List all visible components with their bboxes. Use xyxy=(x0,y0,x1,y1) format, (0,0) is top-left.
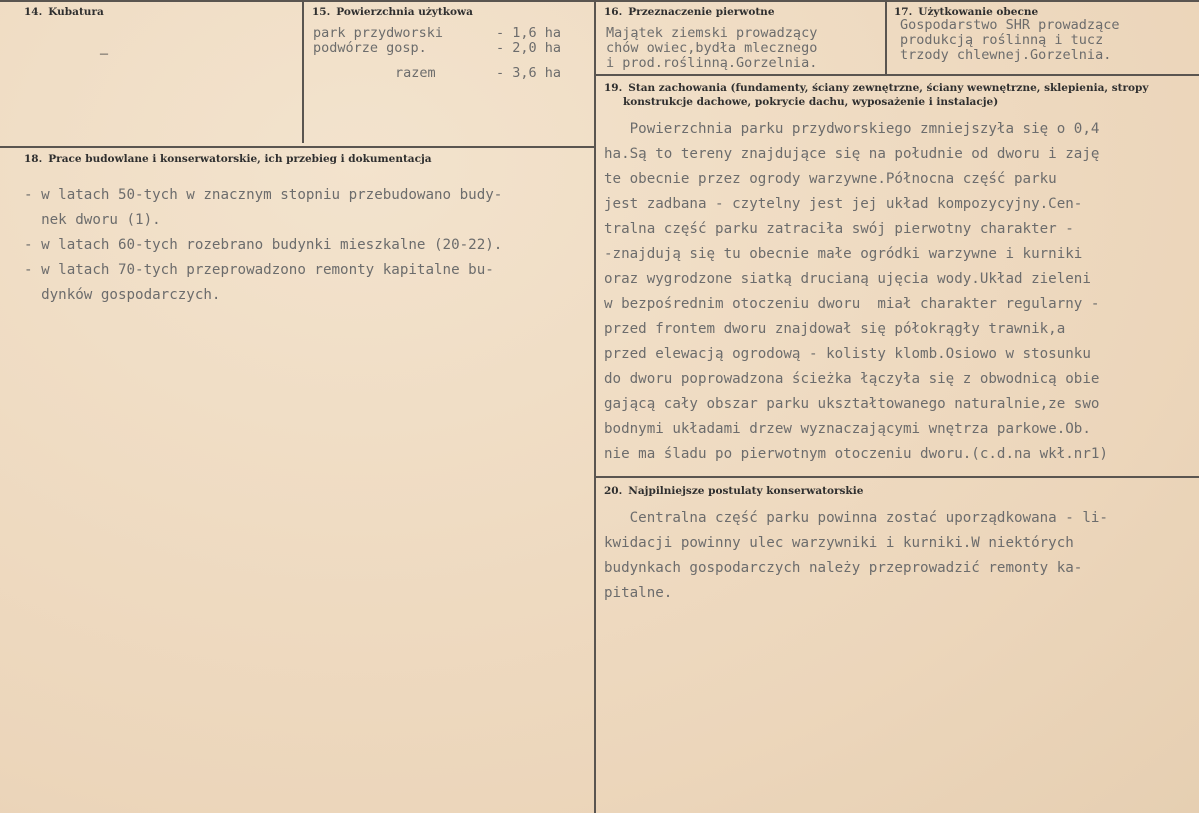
field-17-title: Użytkowanie obecne xyxy=(918,6,1039,18)
divider-15-16 xyxy=(594,0,596,813)
field-19-line: do dworu poprowadzona ścieżka łączyła się z obwodnicą obie xyxy=(604,371,1100,387)
field-20-line: kwidacji powinny ulec warzywniki i kurniki.W niektórych xyxy=(604,535,1074,551)
field-19-line: w bezpośrednim otoczeniu dworu miał charakter regularny - xyxy=(604,296,1100,312)
divider-16-17 xyxy=(885,0,887,74)
field-15-label xyxy=(312,5,473,19)
divider-14-18 xyxy=(0,146,594,148)
area-row-label: park przydworski xyxy=(313,25,444,41)
field-18-label xyxy=(24,152,432,166)
field-19-line: oraz wygrodzone siatką drucianą ujęcia wody.Układ zieleni xyxy=(604,271,1091,287)
field-19-line: bodnymi układami drzew wyznaczającymi wnętrza parkowe.Ob. xyxy=(604,421,1091,437)
field-18-line: nek dworu (1). xyxy=(24,212,161,228)
field-19-number: 19. xyxy=(604,82,623,94)
field-19-line: te obecnie przez ogrody warzywne.Północna część parku xyxy=(604,171,1057,187)
field-17-number: 17. xyxy=(894,6,913,18)
field-19-title-line2: konstrukcje dachowe, pokrycie dachu, wyposażenie i instalacje) xyxy=(623,96,999,108)
area-row-label: podwórze gosp. xyxy=(313,40,427,56)
field-14-label xyxy=(24,5,104,19)
field-19-line: -znajdują się tu obecnie małe ogródki warzywne i kurniki xyxy=(604,246,1083,262)
field-19-line: jest zadbana - czytelny jest jej układ kompozycyjny.Cen- xyxy=(604,196,1083,212)
field-20-title: Najpilniejsze postulaty konserwatorskie xyxy=(628,485,864,497)
field-18-line: dynków gospodarczych. xyxy=(24,287,221,303)
area-row-label: razem xyxy=(395,65,436,81)
field-19-line: Powierzchnia parku przydworskiego zmniejszyła się o 0,4 xyxy=(604,121,1100,137)
field-19-line: przed frontem dworu znajdował się półokrągły trawnik,a xyxy=(604,321,1066,337)
field-18-line: - w latach 50-tych w znacznym stopniu przebudowano budy- xyxy=(24,187,503,203)
field-17-line: trzody chlewnej.Gorzelnia. xyxy=(900,47,1112,63)
field-18-title: Prace budowlane i konserwatorskie, ich przebieg i dokumentacja xyxy=(48,153,432,165)
area-row-value: - 3,6 ha xyxy=(496,65,562,81)
divider-19-20 xyxy=(594,476,1199,478)
field-16-title: Przeznaczenie pierwotne xyxy=(628,6,775,18)
field-20-line: Centralna część parku powinna zostać uporządkowana - li- xyxy=(604,510,1108,526)
field-15-number: 15. xyxy=(312,6,331,18)
field-14-value: – xyxy=(100,45,108,62)
field-19-line: nie ma śladu po pierwotnym otoczeniu dworu.(c.d.na wkł.nr1) xyxy=(604,446,1108,462)
field-17-line: Gospodarstwo SHR prowadzące xyxy=(900,17,1120,33)
field-18-line: - w latach 60-tych rozebrano budynki mieszkalne (20-22). xyxy=(24,237,503,253)
field-16-label xyxy=(604,5,775,19)
field-14-number: 14. xyxy=(24,6,43,18)
field-20-label xyxy=(604,484,863,498)
area-row-value: - 1,6 ha xyxy=(496,25,562,41)
field-20-number: 20. xyxy=(604,485,623,497)
field-19-line: przed elewacją ogrodową - kolisty klomb.Osiowo w stosunku xyxy=(604,346,1091,362)
field-20-line: budynkach gospodarczych należy przeprowadzić remonty ka- xyxy=(604,560,1083,576)
field-19-line: ha.Są to tereny znajdujące się na południe od dworu i zaję xyxy=(604,146,1100,162)
field-14-title: Kubatura xyxy=(48,6,104,18)
field-19-label xyxy=(604,81,1148,95)
field-17-line: produkcją roślinną i tucz xyxy=(900,32,1104,48)
field-16-number: 16. xyxy=(604,6,623,18)
field-18-line: - w latach 70-tych przeprowadzono remonty kapitalne bu- xyxy=(24,262,494,278)
field-18-number: 18. xyxy=(24,153,43,165)
field-19-title-line1: Stan zachowania (fundamenty, ściany zewnętrzne, ściany wewnętrzne, sklepienia, stropy xyxy=(628,82,1149,94)
area-row-value: - 2,0 ha xyxy=(496,40,562,56)
field-16-line: Majątek ziemski prowadzący xyxy=(606,25,818,41)
field-16-line: chów owiec,bydła mlecznego xyxy=(606,40,818,56)
field-20-line: pitalne. xyxy=(604,585,673,601)
field-19-line: tralna część parku zatraciła swój pierwotny charakter - xyxy=(604,221,1074,237)
top-border xyxy=(0,0,1199,2)
divider-14-15 xyxy=(302,0,304,143)
field-19-line: gającą cały obszar parku ukształtowanego naturalnie,ze swo xyxy=(604,396,1100,412)
field-15-title: Powierzchnia użytkowa xyxy=(336,6,473,18)
divider-16-19 xyxy=(594,74,1199,76)
field-16-line: i prod.roślinną.Gorzelnia. xyxy=(606,55,818,71)
